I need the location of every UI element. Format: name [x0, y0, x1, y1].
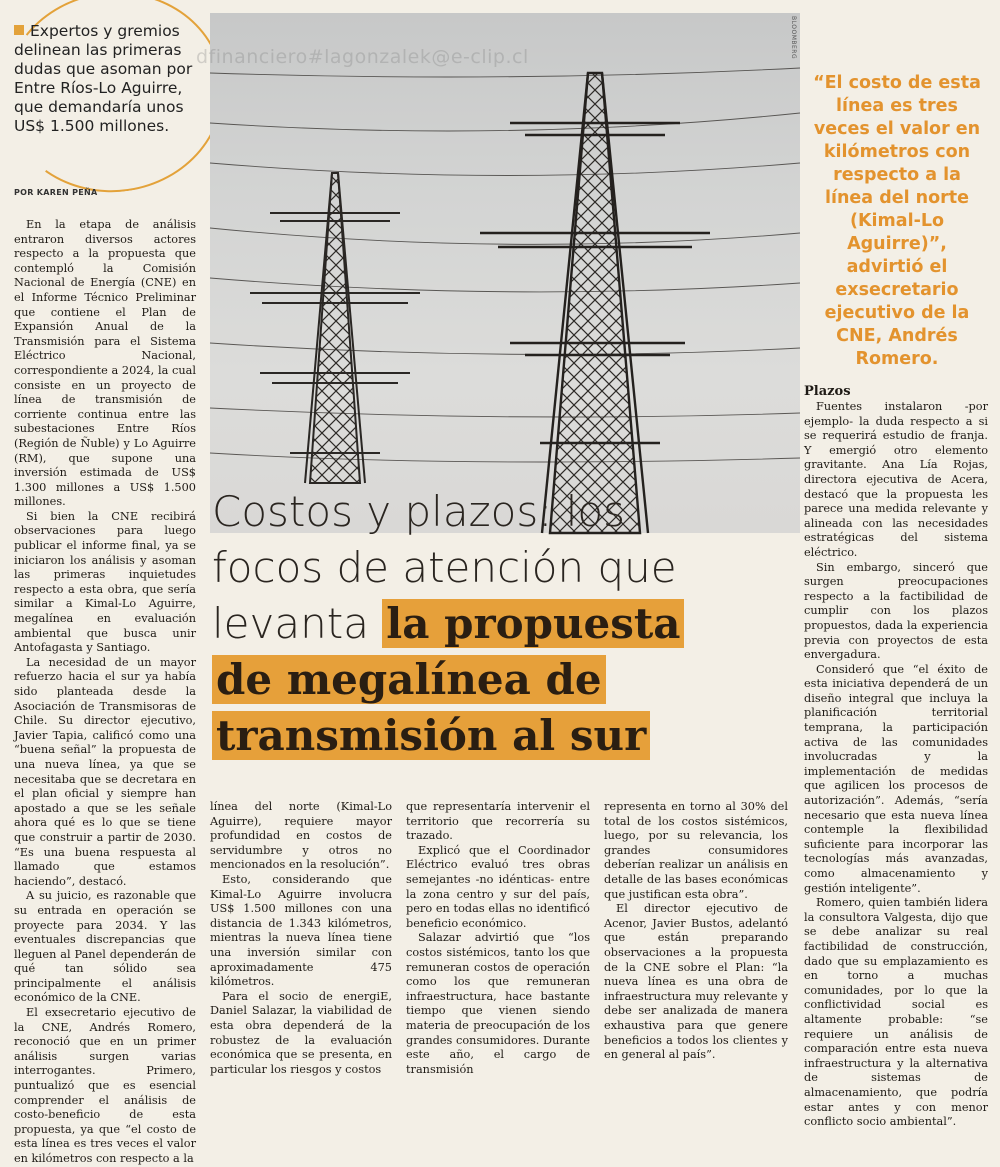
- body-column-3: [406, 800, 590, 1077]
- headline-bold-1: la propuesta: [382, 599, 684, 648]
- paragraph: Si bien la CNE recibirá observaciones para luego publicar el informe final, ya se iniciaron los análisis y asoman las primeras inquietudes respecto a esta obra, que sería similar a Kimal-Lo Aguirre, megalínea en evaluación ambiental que busca unir Antofagasta y Santiago.: [14, 509, 196, 655]
- paragraph: Consideró que “el éxito de esta iniciativa dependerá de un diseño integral que incluya la planificación territorial temprana, la participación activa de las comunidades involucradas y la implementación de medidas que agilicen los procesos de autorización”. Además, “sería necesario que esta nueva línea contemple la flexibilidad suficiente para incorporar las tecnologías más avanzadas, como almacenamiento y gestión inteligente”.: [804, 662, 988, 895]
- headline-bold-2: de megalínea de: [212, 655, 606, 704]
- pull-quote: “El costo de esta línea es tres veces el valor en kilómetros con respecto a la línea del norte (Kimal-Lo Aguirre)”, advirtió el exsecretario ejecutivo de la CNE, Andrés Romero.: [813, 73, 981, 369]
- headline: [212, 484, 712, 764]
- paragraph: En la etapa de análisis entraron diversos actores respecto a la propuesta que contempló la Comisión Nacional de Energía (CNE) en el Informe Técnico Preliminar que contiene el Plan de Expansión Anual de la Transmisión para el Sistema Eléctrico Nacional, correspondiente a 2024, la cual consiste en un proyecto de línea de transmisión de corriente continua entre las subestaciones Entre Ríos (Región de Ñuble) y Lo Aguirre (RM), que supone una inversión estimada de US$ 1.300 millones a US$ 1.500 millones.: [14, 218, 196, 509]
- headline-line-4: [212, 652, 712, 708]
- paragraph: El director ejecutivo de Acenor, Javier Bustos, adelantó que están preparando observaciones a la propuesta de la CNE sobre el Plan: “la nueva línea es una obra de infraestructura muy relevante y debe ser analizada de manera exhaustiva para que genere beneficios a todos los clientes y en general al país”.: [604, 902, 788, 1062]
- paragraph: La necesidad de un mayor refuerzo hacia el sur ya había sido planteada desde la Asociación de Transmisoras de Chile. Su director ejecutivo, Javier Tapia, calificó como una “buena señal” la propuesta de una nueva línea, ya que se necesitaba que se decretara en el plan oficial y siempre han apostado a que se les señale ahora qué es lo que se tiene que construir a partir de 2030. “Es una buena respuesta al llamado que estamos haciendo”, destacó.: [14, 655, 196, 888]
- body-column-1: [14, 218, 196, 1165]
- paragraph: El exsecretario ejecutivo de la CNE, Andrés Romero, reconoció que en un primer análisis surgen varias interrogantes. Primero, puntualizó que es esencial comprender el análisis de costo-beneficio de esta propuesta, ya que “el costo de esta línea es tres veces el valor en kilómetros con respecto a la: [14, 1006, 196, 1165]
- headline-light-3: levanta: [212, 599, 369, 648]
- paragraph: Explicó que el Coordinador Eléctrico evaluó tres obras semejantes -no idénticas- entre la zona centro y sur del país, pero en todas ellas no identificó beneficio económico.: [406, 843, 590, 930]
- power-towers-photo: [210, 13, 800, 533]
- headline-line-1: [212, 484, 712, 540]
- paragraph: Para el socio de energiE, Daniel Salazar, la viabilidad de esta obra dependerá de la robustez de la evaluación económica que se presenta, en particular los riesgos y costos: [210, 989, 392, 1076]
- byline: POR KAREN PEÑA: [14, 188, 98, 197]
- lead-text: Expertos y gremios delinean las primeras dudas que asoman por Entre Ríos-Lo Aguirre, que demandaría unos US$ 1.500 millones.: [14, 22, 193, 135]
- headline-light-2: focos de atención que: [212, 543, 677, 592]
- paragraph: representa en torno al 30% del total de los costos sistémicos, luego, por su relevancia, los grandes consumidores deberían realizar un análisis en detalle de las bases económicas que justifican esta obra”.: [604, 800, 788, 901]
- headline-light-1: Costos y plazos: los: [212, 487, 625, 536]
- watermark: dfinanciero#lagonzalek@e-clip.cl: [196, 46, 529, 68]
- paragraph: que representaría intervenir el territorio que recorrería su trazado.: [406, 800, 590, 843]
- headline-bold-3: transmisión al sur: [212, 711, 650, 760]
- body-column-5: [804, 384, 988, 1130]
- headline-line-2: [212, 540, 712, 596]
- headline-line-3: [212, 596, 712, 652]
- body-column-4: [604, 800, 788, 1063]
- paragraph: Romero, quien también lidera la consultora Valgesta, dijo que se debe analizar su real factibilidad de construcción, dado que su emplazamiento es en torno a muchas comunidades, por lo que la conflictividad social es altamente probable: “se requiere un análisis de comparación entre esta nueva infraestructura y la alternativa de sistemas de almacenamiento, que podría estar antes y con menor conflicto socio ambiental”.: [804, 896, 988, 1129]
- paragraph: línea del norte (Kimal-Lo Aguirre), requiere mayor profundidad en costos de servidumbre y otros no mencionados en la resolución”.: [210, 800, 392, 872]
- paragraph: Sin embargo, sinceró que surgen preocupaciones respecto a la factibilidad de cumplir con los plazos propuestos, dada la experiencia previa con proyectos de esta envergadura.: [804, 560, 988, 662]
- subhead-plazos: Plazos: [804, 384, 851, 399]
- paragraph: Esto, considerando que Kimal-Lo Aguirre involucra US$ 1.500 millones con una distancia de 1.343 kilómetros, mientras la nueva línea tiene una inversión similar con aproximadamente 475 kilómetros.: [210, 872, 392, 989]
- transmission-towers-illustration: [210, 13, 800, 533]
- paragraph: Fuentes instalaron -por ejemplo- la duda respecto a si se requerirá estudio de franja. Y emergió otro elemento gravitante. Ana Lía Rojas, directora ejecutiva de Acera, destacó que la propuesta les parece una medida relevante y alineada con las necesidades estratégicas del sistema eléctrico.: [804, 400, 988, 559]
- paragraph: Salazar advirtió que “los costos sistémicos, tanto los que remuneran costos de operación como los que remuneran infraestructura, hace bastante tiempo que vienen siendo materia de preocupación de los grandes consumidores. Durante este año, el cargo de transmisión: [406, 931, 590, 1076]
- paragraph: A su juicio, es razonable que su entrada en operación se proyecte para 2034. Y las eventuales discrepancias que lleguen al Panel dependerán de qué tan sólido sea principalmente el análisis económico de la CNE.: [14, 889, 196, 1005]
- lead-summary: [14, 22, 208, 136]
- photo-credit: BLOOMBERG: [790, 16, 797, 60]
- headline-line-5: [212, 708, 712, 764]
- body-column-2: [210, 800, 392, 1077]
- square-bullet-icon: [14, 25, 24, 35]
